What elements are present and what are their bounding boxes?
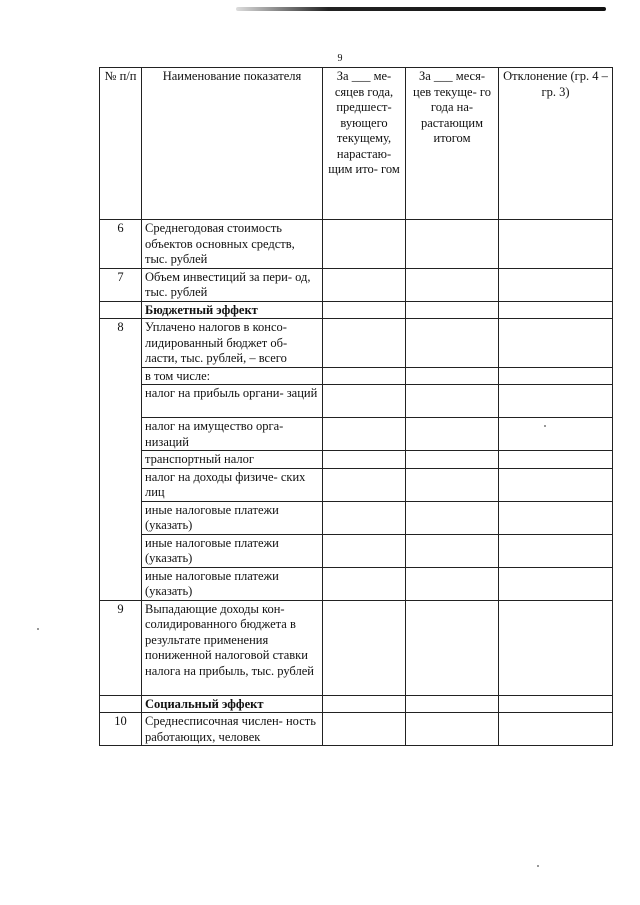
row-indicator: налог на прибыль органи- заций	[142, 385, 323, 418]
value-cell	[323, 713, 406, 746]
table-row	[100, 451, 613, 469]
row-number	[100, 695, 142, 713]
row-number	[100, 385, 142, 418]
value-cell	[499, 220, 613, 269]
value-cell	[499, 501, 613, 534]
value-cell	[406, 695, 499, 713]
row-indicator: иные налоговые платежи (указать)	[142, 501, 323, 534]
row-number	[100, 367, 142, 385]
table-row	[100, 418, 613, 451]
row-indicator: налог на доходы физиче- ских лиц	[142, 468, 323, 501]
table-row	[100, 567, 613, 600]
row-number	[100, 451, 142, 469]
row-number	[100, 501, 142, 534]
value-cell	[406, 501, 499, 534]
row-indicator: Объем инвестиций за пери- од, тыс. рублей	[142, 268, 323, 301]
value-cell	[499, 301, 613, 319]
row-number	[100, 301, 142, 319]
table-row	[100, 501, 613, 534]
value-cell	[499, 367, 613, 385]
section-title: Социальный эффект	[142, 695, 323, 713]
value-cell	[406, 220, 499, 269]
row-number: 8	[100, 319, 142, 368]
value-cell	[499, 600, 613, 695]
value-cell	[323, 367, 406, 385]
table-row	[100, 220, 613, 269]
row-indicator: Выпадающие доходы кон- солидированного бюджета в результате применения пониженной налоговой ставки налога на прибыль, тыс. рублей	[142, 600, 323, 695]
row-indicator: иные налоговые платежи (указать)	[142, 567, 323, 600]
value-cell	[323, 319, 406, 368]
row-number: 10	[100, 713, 142, 746]
value-cell	[499, 385, 613, 418]
value-cell	[406, 385, 499, 418]
value-cell	[406, 713, 499, 746]
table-row	[100, 468, 613, 501]
value-cell	[323, 385, 406, 418]
value-cell	[499, 567, 613, 600]
row-indicator: транспортный налог	[142, 451, 323, 469]
value-cell	[323, 418, 406, 451]
value-cell	[406, 301, 499, 319]
value-cell	[323, 451, 406, 469]
table-row	[100, 268, 613, 301]
value-cell	[406, 268, 499, 301]
value-cell	[323, 501, 406, 534]
value-cell	[406, 600, 499, 695]
header-cur-year: За ___ меся- цев текуще- го года на- растающим итогом	[406, 68, 499, 220]
header-deviation: Отклонение (гр. 4 – гр. 3)	[499, 68, 613, 220]
row-indicator: в том числе:	[142, 367, 323, 385]
value-cell	[499, 468, 613, 501]
value-cell	[406, 468, 499, 501]
table-row	[100, 534, 613, 567]
row-number	[100, 468, 142, 501]
row-number	[100, 567, 142, 600]
value-cell	[323, 695, 406, 713]
scan-speck	[537, 865, 539, 867]
row-indicator: иные налоговые платежи (указать)	[142, 534, 323, 567]
table-header-row	[100, 68, 613, 220]
row-indicator: Уплачено налогов в консо- лидированный бюджет об- ласти, тыс. рублей, – всего	[142, 319, 323, 368]
value-cell	[406, 567, 499, 600]
row-number: 6	[100, 220, 142, 269]
section-row	[100, 301, 613, 319]
value-cell	[499, 695, 613, 713]
indicators-table	[99, 67, 613, 746]
value-cell	[406, 319, 499, 368]
value-cell	[499, 451, 613, 469]
value-cell	[323, 600, 406, 695]
value-cell	[323, 468, 406, 501]
row-number	[100, 534, 142, 567]
value-cell	[499, 319, 613, 368]
section-row	[100, 695, 613, 713]
table-row	[100, 319, 613, 368]
row-indicator: Среднегодовая стоимость объектов основных средств, тыс. рублей	[142, 220, 323, 269]
table-row	[100, 367, 613, 385]
value-cell	[323, 301, 406, 319]
value-cell	[406, 418, 499, 451]
row-number: 9	[100, 600, 142, 695]
section-title: Бюджетный эффект	[142, 301, 323, 319]
scan-speck	[37, 628, 39, 630]
header-num: № п/п	[100, 68, 142, 220]
row-indicator: Среднесписочная числен- ность работающих, человек	[142, 713, 323, 746]
table-row	[100, 713, 613, 746]
row-number: 7	[100, 268, 142, 301]
value-cell	[323, 567, 406, 600]
value-cell	[323, 268, 406, 301]
row-indicator: налог на имущество орга- низаций	[142, 418, 323, 451]
value-cell	[406, 534, 499, 567]
top-scan-rule	[236, 7, 606, 11]
value-cell	[406, 451, 499, 469]
page-number: 9	[337, 53, 343, 64]
header-name: Наименование показателя	[142, 68, 323, 220]
value-cell	[323, 220, 406, 269]
value-cell	[499, 534, 613, 567]
table-row	[100, 600, 613, 695]
header-prev-year: За ___ ме- сяцев года, предшест- вующего текущему, нарастаю- щим ито- гом	[323, 68, 406, 220]
value-cell	[499, 268, 613, 301]
value-cell	[323, 534, 406, 567]
row-number	[100, 418, 142, 451]
value-cell	[406, 367, 499, 385]
value-cell	[499, 418, 613, 451]
table-row	[100, 385, 613, 418]
value-cell	[499, 713, 613, 746]
